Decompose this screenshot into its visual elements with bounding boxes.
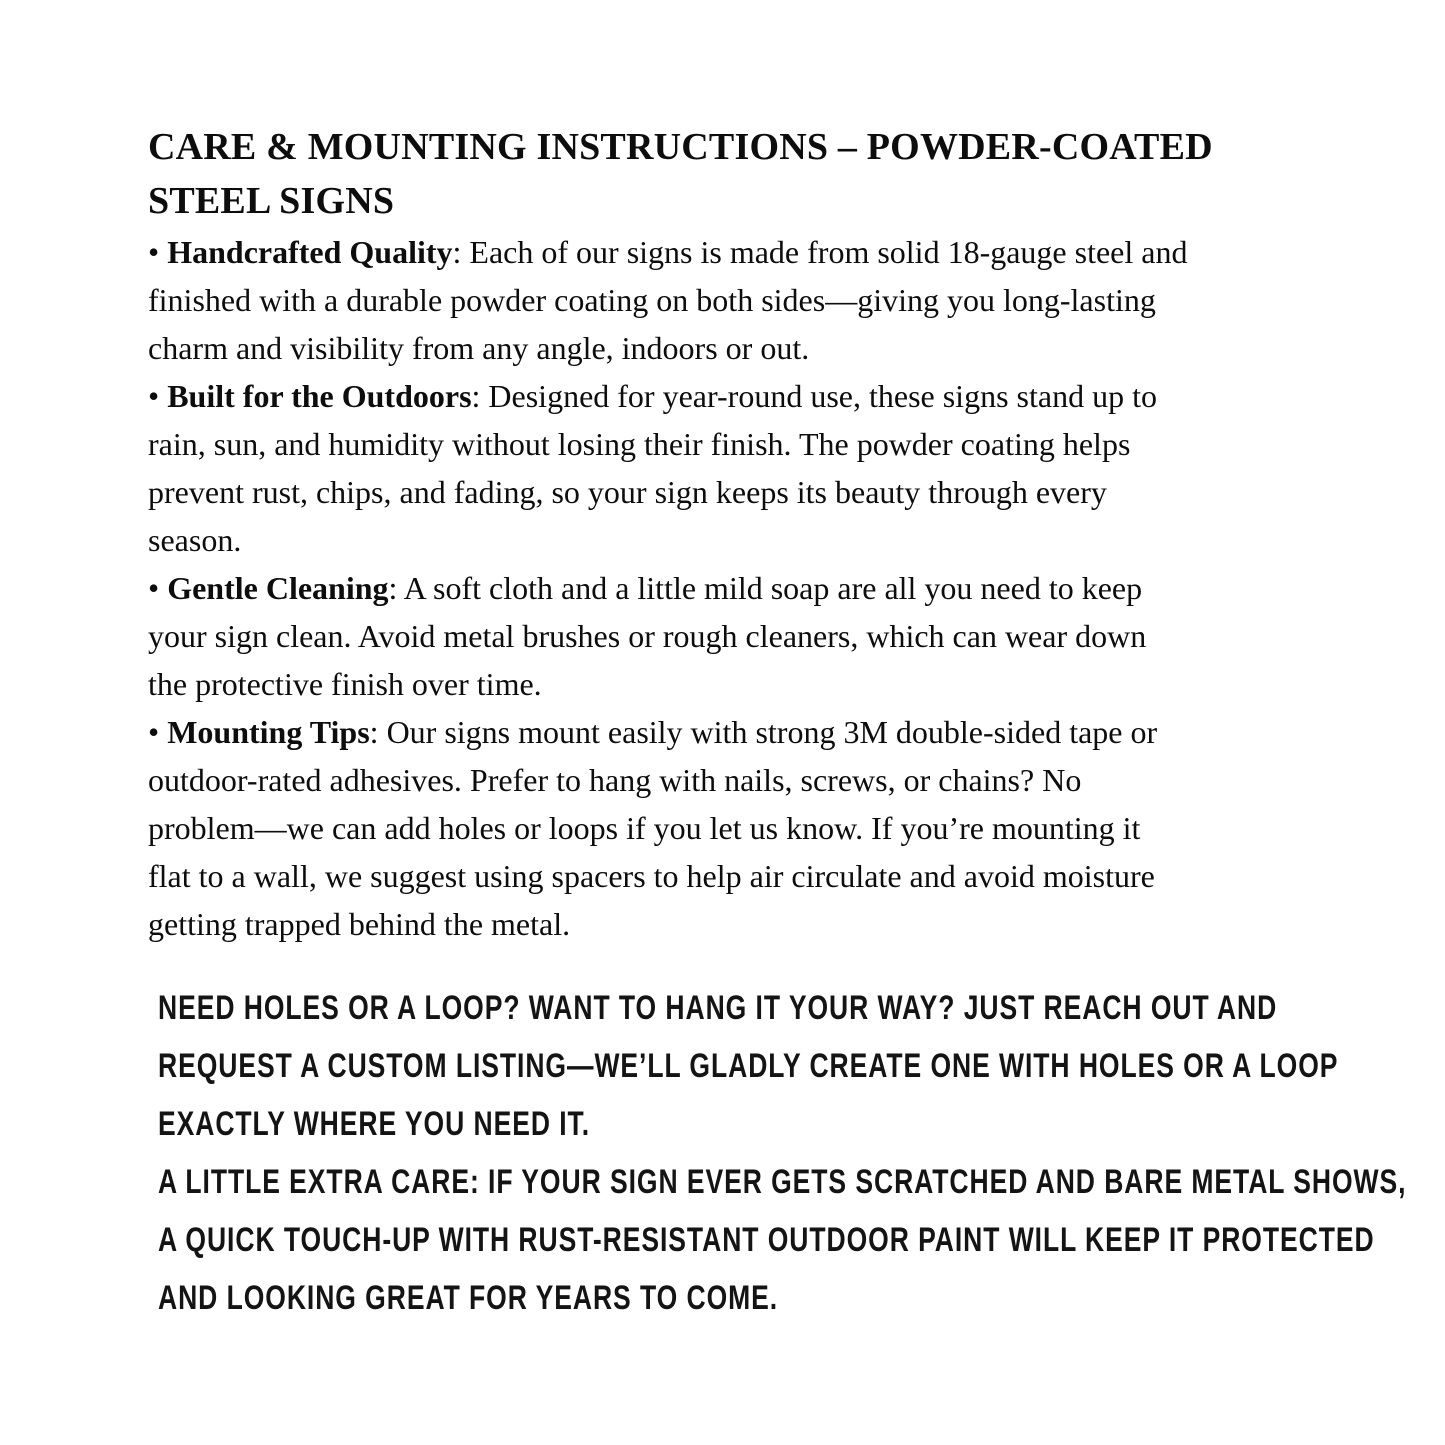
bullet-text-line: the protective finish over time. (148, 666, 542, 702)
footer-text-line: A LITTLE EXTRA CARE: IF YOUR SIGN EVER GETS SCRATCHED AND BARE METAL SHOWS, (158, 1163, 1407, 1201)
bullet-text-line: getting trapped behind the metal. (148, 906, 571, 942)
bullet-text-line: problem—we can add holes or loops if you let us know. If you’re mounting it (148, 810, 1141, 846)
bullet-text: Our signs mount easily with strong 3M double-sided tape or (386, 714, 1158, 750)
bullet-text-line: charm and visibility from any angle, indoors or out. (148, 330, 810, 366)
bullet-first-line (148, 228, 1328, 276)
label-separator: : (388, 570, 404, 606)
bullet-marker: • (148, 234, 168, 270)
bullet-marker: • (148, 378, 168, 414)
bullet-text: Designed for year-round use, these signs stand up to (488, 378, 1157, 414)
bullet-text-line: finished with a durable powder coating on both sides—giving you long-lasting (148, 282, 1156, 318)
bullet-text-line: your sign clean. Avoid metal brushes or rough cleaners, which can wear down (148, 618, 1147, 654)
footer-text-line: EXACTLY WHERE YOU NEED IT. (158, 1105, 591, 1143)
bullet-marker: • (148, 570, 168, 606)
title-line-1: CARE & MOUNTING INSTRUCTIONS – POWDER-COATED (148, 126, 1213, 168)
title-line-2: STEEL SIGNS (148, 180, 395, 222)
bullet-first-line (148, 372, 1328, 420)
bullet-first-line (148, 564, 1328, 612)
bullet-text-line: season. (148, 522, 242, 558)
label-separator: : (452, 234, 470, 270)
bullet-text-line: outdoor-rated adhesives. Prefer to hang with nails, screws, or chains? No (148, 762, 1082, 798)
page-title (148, 120, 1328, 228)
footer-text-line: REQUEST A CUSTOM LISTING—WE’LL GLADLY CREATE ONE WITH HOLES OR A LOOP (158, 1047, 1339, 1085)
footer-text-line: NEED HOLES OR A LOOP? WANT TO HANG IT YOUR WAY? JUST REACH OUT AND (158, 989, 1278, 1027)
bullet-marker: • (148, 714, 168, 750)
bullet-label: Mounting Tips (167, 714, 370, 750)
bullet-label: Handcrafted Quality (167, 234, 453, 270)
document-content (148, 0, 1407, 1327)
care-instructions-list (148, 228, 1328, 948)
bullet-label: Gentle Cleaning (167, 570, 389, 606)
bullet-first-line (148, 708, 1328, 756)
custom-request-note (148, 979, 1407, 1327)
label-separator: : (471, 378, 489, 414)
label-separator: : (369, 714, 387, 750)
footer-text-line: A QUICK TOUCH-UP WITH RUST-RESISTANT OUTDOOR PAINT WILL KEEP IT PROTECTED (158, 1221, 1375, 1259)
bullet-text-line: prevent rust, chips, and fading, so your sign keeps its beauty through every (148, 474, 1107, 510)
bullet-text: Each of our signs is made from solid 18-gauge steel and (469, 234, 1188, 270)
footer-text-line: AND LOOKING GREAT FOR YEARS TO COME. (158, 1279, 779, 1317)
bullet-text-line: rain, sun, and humidity without losing their finish. The powder coating helps (148, 426, 1131, 462)
bullet-text: A soft cloth and a little mild soap are all you need to keep (403, 570, 1143, 606)
bullet-label: Built for the Outdoors (167, 378, 472, 414)
bullet-text-line: flat to a wall, we suggest using spacers to help air circulate and avoid moisture (148, 858, 1155, 894)
